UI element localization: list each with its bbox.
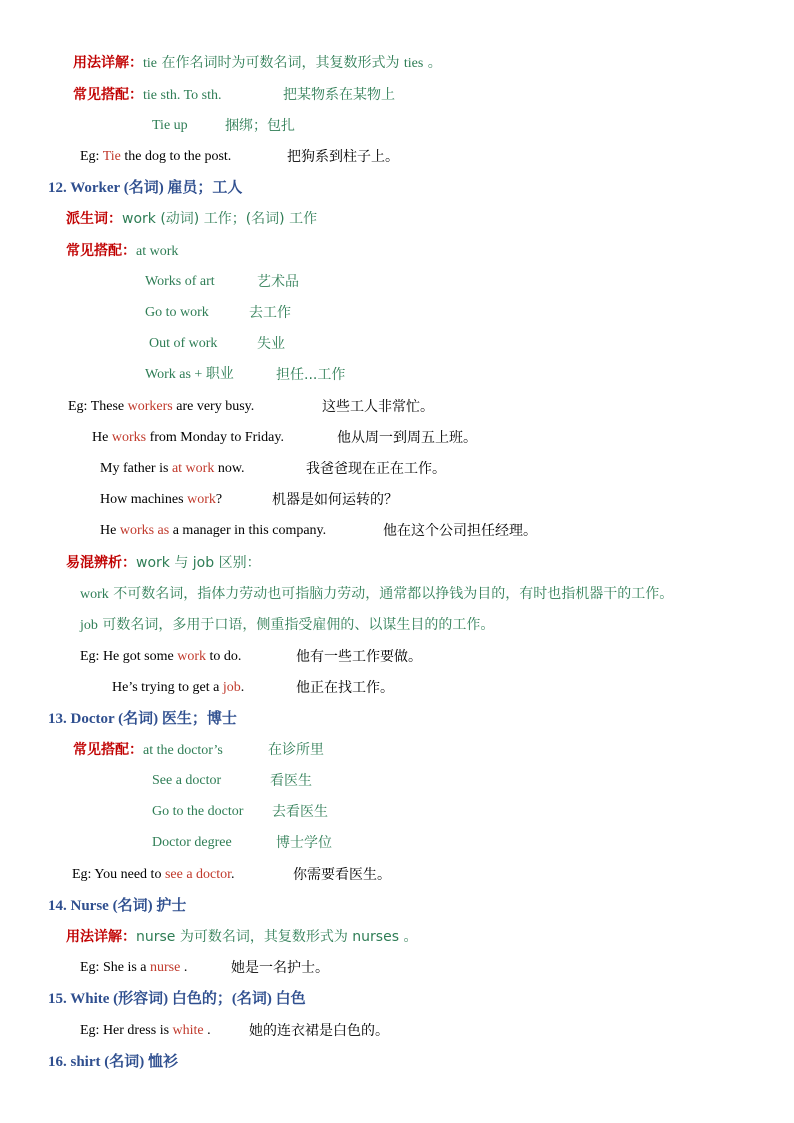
eg-prefix: Eg: Her dress is [80,1023,173,1038]
usage-plural: ties [403,56,424,71]
eg-rest: . [240,680,245,695]
eg-keyword: nurse [150,960,181,975]
collocation-cn: 艺术品 [257,274,299,290]
eg-translation: 她是一名护士。 [231,960,329,976]
eg-keyword: works as [119,523,170,538]
eg-translation: 她的连衣裙是白色的。 [249,1023,389,1039]
eg-rest: now. [214,461,245,476]
tie-usage-line [73,54,442,73]
shirt-heading: 16. shirt (名词) 恤衫 [48,1054,178,1070]
doctor-heading: 13. Doctor (名词) 医生；博士 [48,711,237,727]
usage-label: 用法详解： [73,55,143,71]
eg-rest: ? [215,492,223,507]
definition-text: 可数名词，多用于口语，侧重指受雇佣的、以谋生目的的工作。 [97,617,495,633]
eg-rest: from Monday to Friday. [146,430,284,445]
collocation-cn: 去看医生 [272,804,328,820]
collocation-cn: 失业 [257,336,285,352]
eg-keyword: at work [171,461,215,476]
white-example [80,1022,211,1040]
work-definition [80,585,673,604]
usage-text: nurse 为可数名词，其复数形式为 nurses 。 [136,929,418,945]
eg-prefix: Eg: You need to [72,867,165,882]
eg-text: My father is [100,461,172,476]
collocation-label: 常见搭配： [66,243,136,259]
collocation-cn: 在诊所里 [268,742,324,758]
eg-prefix: Eg: These [68,399,128,414]
collocation-en: Doctor degree [152,835,232,850]
doctor-collocation-line [73,741,223,760]
collocation-en: Out of work [149,336,218,351]
tie-collocation-line [73,86,222,105]
eg-rest: . [203,1023,211,1038]
collocation-cn: 把某物系在某物上 [283,87,395,103]
collocation-cn: 看医生 [270,773,312,789]
job-definition [80,616,494,635]
collocation-label: 常见搭配： [73,742,143,758]
confusion-text: work 与 job 区别： [136,555,261,571]
definition-word: job [80,618,98,633]
collocation-cn: 担任...工作 [276,367,346,383]
eg-translation: 机器是如何运转的？ [272,492,398,508]
eg-rest: a manager in this company. [169,523,327,538]
eg-translation: 我爸爸现在正在工作。 [306,461,446,477]
collocation-en: at the doctor’s [143,743,223,758]
collocation-en: Work as + 职业 [145,367,234,382]
tie-example [80,148,231,166]
collocation-en: Tie up [152,118,188,133]
collocation-en: Go to work [145,305,209,320]
eg-translation: 把狗系到柱子上。 [287,149,399,165]
eg-translation: 他在这个公司担任经理。 [383,523,537,539]
eg-translation: 他有一些工作要做。 [296,649,422,665]
white-heading: 15. White (形容词) 白色的；(名词) 白色 [48,991,306,1007]
usage-label: 用法详解： [66,929,136,945]
eg-translation: 你需要看医生。 [293,867,391,883]
eg-keyword: works [111,430,147,445]
collocation-label: 常见搭配： [73,87,143,103]
eg-keyword: work [187,492,216,507]
eg-text: He [100,523,120,538]
worker-example [92,429,284,447]
worker-example [80,648,241,666]
collocation-en: Works of art [145,274,215,289]
nurse-example [80,959,187,977]
eg-keyword: workers [127,399,173,414]
eg-keyword: see a doctor [164,867,232,882]
collocation-en: tie sth. To sth. [143,88,222,103]
eg-rest: . [231,867,235,882]
eg-keyword: job [222,680,241,695]
eg-rest: are very busy. [172,399,255,414]
confusion-label: 易混辨析： [66,555,136,571]
worker-example [100,460,245,478]
eg-prefix: Eg: [80,149,103,164]
collocation-en: Go to the doctor [152,804,244,819]
confusion-line [66,554,261,572]
collocation-en: See a doctor [152,773,222,788]
eg-keyword: work [177,649,206,664]
definition-text: 不可数名词，指体力劳动也可指脑力劳动，通常都以挣钱为目的，有时也指机器干的工作。 [108,586,674,602]
eg-text: He’s trying to get a [112,680,223,695]
worker-example [100,522,326,540]
worker-heading: 12. Worker (名词) 雇员；工人 [48,180,243,196]
eg-prefix: Eg: She is a [80,960,150,975]
collocation-cn: 捆绑；包扎 [225,118,295,134]
derivative-text: work (动词) 工作；(名词) 工作 [122,211,318,227]
usage-word: tie [143,56,157,71]
worker-collocation-line [66,242,178,261]
collocation-cn: 博士学位 [276,835,332,851]
eg-keyword: white [172,1023,204,1038]
eg-translation: 他从周一到周五上班。 [337,430,477,446]
worker-example [100,491,222,509]
eg-text: He [92,430,112,445]
derivative-label: 派生词： [66,211,122,227]
worker-example [112,679,244,697]
eg-rest: the dog to the post. [120,149,232,164]
collocation-en: at work [136,244,179,259]
definition-word: work [80,587,109,602]
doctor-example [72,866,235,884]
worker-derivative-line [66,210,317,228]
usage-end: 。 [423,55,442,71]
eg-text: How machines [100,492,188,507]
collocation-cn: 去工作 [249,305,291,321]
nurse-usage-line [66,928,417,946]
eg-keyword: Tie [102,149,121,164]
worker-example [68,398,254,416]
eg-translation: 这些工人非常忙。 [322,399,434,415]
eg-prefix: Eg: He got some [80,649,178,664]
usage-text: 在作名词时为可数名词，其复数形式为 [157,55,404,71]
nurse-heading: 14. Nurse (名词) 护士 [48,898,187,914]
eg-rest: to do. [206,649,242,664]
eg-rest: . [180,960,188,975]
eg-translation: 他正在找工作。 [296,680,394,696]
